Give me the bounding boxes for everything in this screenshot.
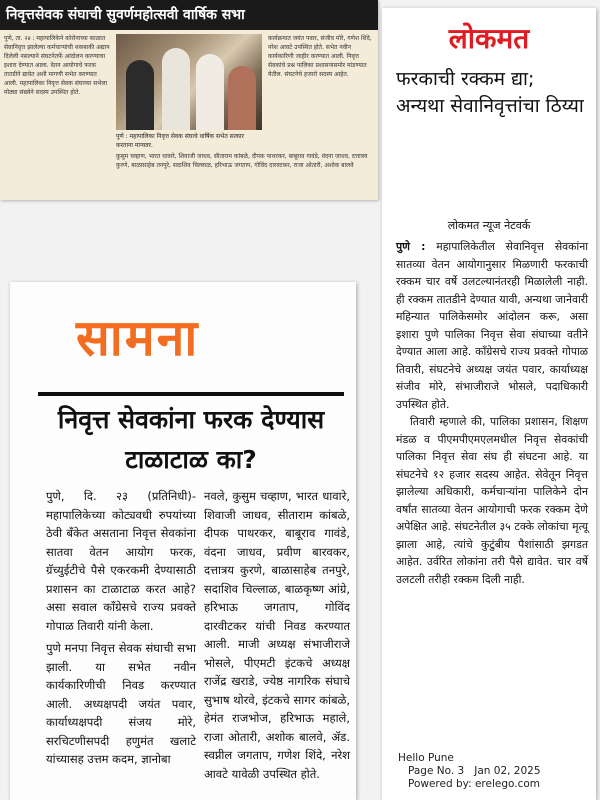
headline-rule [38, 392, 344, 396]
newspaper-clipping-top [0, 0, 378, 200]
lokmat-byline: लोकमत न्यूज नेटवर्क [447, 219, 531, 232]
epaper-footer [398, 752, 541, 791]
saamana-column-2 [204, 487, 350, 787]
newspaper-clipping-saamana [10, 282, 356, 800]
article-column-bottom: कुसुम चव्हाण, भारत धावारे, शिवाजी जाधव, सीताराम कांबळे, दीपक पाथरकर, बाबूराव गावंडे, वंदना जाधव, दत्तात्रय कुरणे, बाळासाहेब तनपुरे, सदाशिव चिल्लाळ, हरिभाऊ जगताप, गोविंद दारवटकर, राजा ओतारी, अशोक बालवे [116, 153, 368, 169]
saamana-paragraph: पुणे मनपा निवृत्त सेवक संघाची सभा झाली. या सभेत नवीन कार्यकारिणीची निवड करण्यात आली. अध्यक्षपदी जयंत पवार, कार्याध्यक्षपदी संजय मोरे, सरचिटणीसपदी हणुमंत खलाटे यांच्यासह उत्तम कदम, ज्ञानोबा [46, 641, 196, 766]
powered-by: Powered by: erelego.com [408, 778, 541, 790]
lokmat-paragraph [396, 238, 588, 413]
lokmat-headline: फरकाची रक्कम द्या; अन्यथा सेवानिवृत्तांचा ठिय्या [396, 68, 584, 117]
event-photo [116, 34, 262, 130]
page-date-line [398, 765, 541, 778]
article-column-right: कार्यक्रमात जयंत पवार, संजीव मोरे, गणेश शिंदे, नरेश आवटे उपस्थित होते. सभेत नवीन कार्यकारिणी जाहीर करण्यात आली. निवृत्त सेवकांचे प्रश्न पालिका प्रशासनासमोर मांडण्यात येतील. संघटनेचे हजारो सदस्य आहेत. [268, 35, 372, 78]
photo-person [162, 48, 190, 130]
lokmat-article-body [396, 238, 588, 588]
photo-caption: पुणे : महापालिका निवृत्त सेवक संघाचे वार्षिक सभेत सत्कार करताना मान्यवर. [116, 133, 244, 149]
article-column-left: पुणे, ता. २४ : महापालिकेने कोरोनाच्या काळात सेवानिवृत्त झालेल्या कर्मचाऱ्यांची थकबाकी अद्याप दिलेली नसल्याने संघटनेतर्फे आंदोलन करण्याचा इशारा देण्यात आला. वेतन आयोगाचे फरक तातडीने द्यावेत अशी मागणी सभेत करण्यात आली. महापालिका निवृत्त सेवक संघाच्या सभेला मोठ्या संख्येने सदस्य उपस्थित होते. [4, 35, 110, 96]
saamana-column-1 [46, 487, 196, 773]
paragraph-text: महापालिकेतील सेवानिवृत्त सेवकांना सातव्या वेतन आयोगानुसार मिळणारी फरकाची रक्कम चार वर्षे उलटल्यानंतरही मिळालेली नाही. ही रक्कम तातडीने देण्यात यावी, अन्यथा जानेवारी महिन्यात पालिकेसमोर आंदोलन करू, असा इशारा पुणे पालिका निवृत्त सेवा संघाच्या वतीने देण्यात आला आहे. कॉंग्रेसचे राज्य प्रवक्ते गोपाळ तिवारी, संघटनेचे अध्यक्ष जयंत पवार, कार्याध्यक्ष संजीव मोरे, संभाजीराजे भोसले, पदाधिकारी उपस्थित होते. [396, 240, 588, 411]
publication-name: Hello Pune [398, 752, 454, 764]
lokmat-masthead: लोकमत [448, 22, 530, 55]
clipping-headline: निवृत्तसेवक संघाची सुवर्णमहोत्सवी वार्षिक सभा [0, 0, 378, 30]
saamana-paragraph: नवले, कुसुम चव्हाण, भारत धावारे, शिवाजी जाधव, सीताराम कांबळे, दीपक पाथरकर, बाबूराव गावंडे, वंदना जाधव, प्रवीण बारवकर, दत्तात्रय कुरणे, बाळासाहेब तनपुरे, सदाशिव चिल्लाळ, बाळकृष्ण आंग्रे, हरिभाऊ जगताप, गोविंद दारवीटकर यांची निवड करण्यात आली. माजी अध्यक्ष संभाजीराजे भोसले, पीएमटी इंटकचे अध्यक्ष राजेंद्र खराडे, ज्येष्ठ नागरिक संघाचे सुभाष थोरवे, इंटकचे सागर कांबळे, हेमंत राजभोज, हरिभाऊ महाले, राजा ओतारी, अशोक बालवे, ॲड. स्वप्नील जगताप, गणेश शिंदे, नरेश आवटे यावेळी उपस्थित होते. [204, 489, 350, 781]
dateline: पुणे : [396, 240, 426, 253]
lokmat-paragraph: तिवारी म्हणाले की, पालिका प्रशासन, शिक्षण मंडळ व पीएमपीएमएलमधील निवृत्त सेवकांची पालिका निवृत्त सेवा संघ ही संघटना आहे. या संघटनेचे १२ हजार सदस्य आहेत. सेवेतून निवृत्त झालेल्या अधिकारी, कर्मचाऱ्यांना पालिकेने दोन वर्षांत सातव्या वेतन आयोगाची फरक रक्कम देणे अपेक्षित आहे. संघटनेतील ३५ टक्के लोकांचा मृत्यू झाला आहे, त्यांचे कुटुंबीय पैशांसाठी झगडत आहेत. उर्वरित लोकांना तरी पैसे द्यावेत. चार वर्षे उलटली तरीही रक्कम दिली नाही. [396, 415, 588, 586]
newspaper-clipping-lokmat [382, 8, 596, 800]
photo-person [126, 60, 154, 130]
page-number: Page No. 3 [408, 765, 465, 777]
photo-person [228, 66, 256, 130]
saamana-headline: निवृत्त सेवकांना फरक देण्यास टाळाटाळ का? [57, 405, 325, 474]
saamana-masthead: सामना [76, 308, 200, 367]
publish-date: Jan 02, 2025 [474, 765, 541, 777]
photo-person [196, 54, 224, 130]
saamana-paragraph: पुणे, दि. २३ (प्रतिनिधी)- महापालिकेच्या कोट्यवधी रुपयांच्या ठेवी बँकेत असताना निवृत्त सेवकांना सातवा वेतन आयोग फरक, ग्रॅच्युईटीचे पैसे एकरकमी देण्यासाठी प्रशासन का टाळाटाळ करत आहे? असा सवाल कॉंग्रेसचे राज्य प्रवक्ते गोपाळ तिवारी यांनी केला. [46, 489, 196, 633]
